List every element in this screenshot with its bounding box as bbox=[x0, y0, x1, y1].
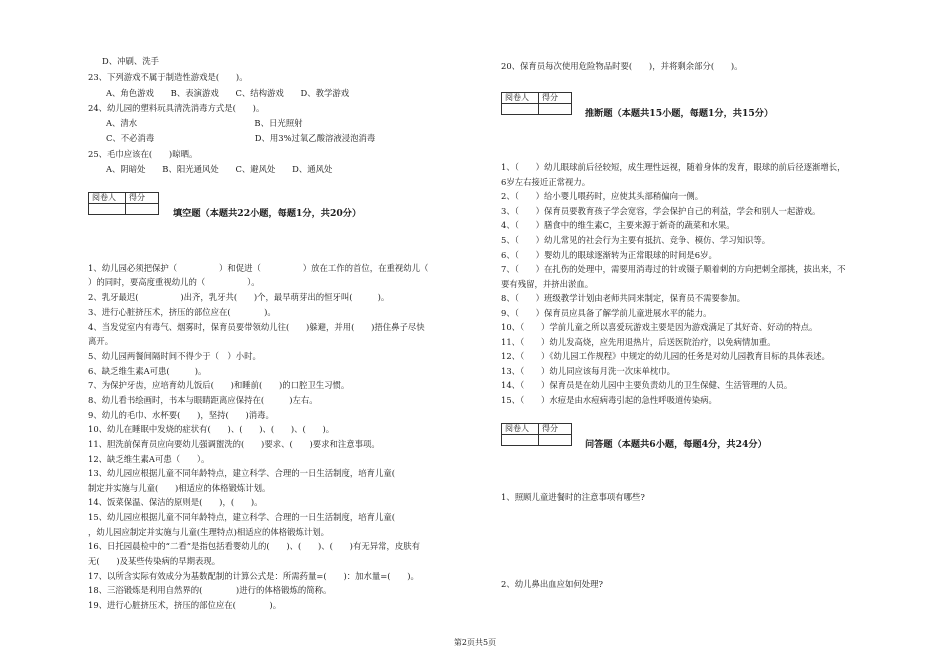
fill-line-23: 18、三浴锻炼是利用自然界的( )进行的体格锻炼的简称。 bbox=[88, 585, 332, 595]
judge-line-11: 9、（ ）保育员应具备了解学前儿童进展水平的能力。 bbox=[501, 308, 712, 318]
fill-line-1: 1、幼儿园必须把保护（ ）和促进（ ）放在工作的首位，在重视幼儿（ bbox=[88, 263, 429, 273]
judge-line-6: 5、（ ）幼儿常见的社会行为主要有抵抗、竞争、模仿、学习知识等。 bbox=[501, 235, 771, 245]
q24-stem: 24、幼儿园的塑料玩具清洗消毒方式是( )。 bbox=[88, 103, 265, 113]
section-title-fill: 填空题（本题共22小题，每题1分，共20分） bbox=[173, 208, 362, 219]
judge-line-4: 3、（ ）保育员要教育孩子学会宽容，学会保护自己的利益，学会和别人一起游戏。 bbox=[501, 206, 821, 216]
fill-line-15: 13、幼儿园应根据儿童不同年龄特点，建立科学、合理的一日生活制度，培育儿童( bbox=[88, 468, 396, 478]
fill-line-19: ，幼儿园应制定并实施与儿童(生理特点)相适应的体格锻炼计划。 bbox=[88, 527, 330, 537]
judge-line-5: 4、（ ）膳食中的维生素C，主要来源于新奇的蔬菜和水果。 bbox=[501, 220, 735, 230]
fill-line-12: 10、幼儿在睡眠中发烧的症状有( )、( )、( )、( )。 bbox=[88, 424, 335, 434]
fill-line-13: 11、胆洗前保育员应向要幼儿强调盥洗的( )要求、( )要求和注意事项。 bbox=[88, 439, 380, 449]
judge-line-3: 2、（ ）给小婴儿喂药时，应使其头部稍偏向一侧。 bbox=[501, 191, 704, 201]
score-label: 得分 bbox=[539, 424, 572, 435]
score-label: 得分 bbox=[126, 193, 159, 204]
fill-line-24: 19、进行心脏挤压术，挤压的部位应在( )。 bbox=[88, 600, 282, 610]
reviewer-label: 阅卷人 bbox=[502, 93, 539, 104]
score-box-essay bbox=[501, 423, 572, 446]
fill-line-2: ）的同时，要高度重视幼儿的（ ）。 bbox=[88, 277, 260, 287]
score-cell bbox=[126, 204, 159, 215]
judge-line-17: 15、（ ）水痘是由水痘病毒引起的急性呼吸道传染病。 bbox=[501, 395, 717, 405]
score-box-judge bbox=[501, 92, 572, 115]
q24-options-cd: C、不必消毒 D、用3%过氧乙酸溶液浸泡消毒 bbox=[106, 133, 376, 143]
judge-line-10: 8、（ ）班级教学计划由老师共同来制定，保育员不需要参加。 bbox=[501, 293, 746, 303]
fill-line-6: 离开。 bbox=[88, 336, 114, 346]
fill-line-17: 14、饭菜保温、保洁的原则是( )，( )。 bbox=[88, 497, 263, 507]
fill-line-20: 16、日托园晨检中的“二看”是指包括看婴幼儿的( )、( )、( )有无异常，皮肤有 bbox=[88, 541, 420, 551]
fill-line-11: 9、幼儿的毛巾、水杯要( )，坚持( )消毒。 bbox=[88, 410, 274, 420]
judge-line-15: 13、（ ）幼儿同应该每月洗一次床单枕巾。 bbox=[501, 366, 675, 376]
q25-stem: 25、毛巾应该在( )晾晒。 bbox=[88, 149, 198, 159]
fill-line-10: 8、幼儿看书绘画时，书本与眼睛距离应保持在( )左右。 bbox=[88, 395, 318, 405]
q20-stem: 20、保育员每次使用危险物品时要( )，并将剩余部分( )。 bbox=[501, 61, 743, 71]
q22-option-d: D、冲刷、洗手 bbox=[102, 56, 159, 66]
judge-line-7: 6、（ ）婴幼儿的眼球逐渐转为正常眼球的时间是6岁。 bbox=[501, 250, 717, 260]
q25-options: A、阴暗处 B、阳光通风处 C、避风处 D、通风处 bbox=[106, 164, 333, 174]
q23-stem: 23、下列游戏不属于制造性游戏是( )。 bbox=[88, 72, 248, 82]
page-number: 第2页共5页 bbox=[453, 638, 497, 647]
score-label: 得分 bbox=[539, 93, 572, 104]
judge-line-14: 12、（ ）《幼儿园工作规程》中规定的幼儿园的任务是对幼儿园教育目标的具体表述。 bbox=[501, 351, 830, 361]
judge-line-8: 7、（ ）在扎伤的处理中，需要用消毒过的针或镊子顺着刺的方向把刺全部挑，拔出来，不 bbox=[501, 264, 846, 274]
judge-line-13: 11、（ ）幼儿发高烧，应先用退热片，后送医院治疗，以免病情加重。 bbox=[501, 337, 776, 347]
section-title-judge: 推断题（本题共15小题，每题1分，共15分） bbox=[585, 108, 774, 119]
reviewer-cell bbox=[502, 104, 539, 115]
judge-line-2: 6岁左右接近正常视力。 bbox=[501, 177, 591, 187]
reviewer-cell bbox=[89, 204, 126, 215]
fill-line-7: 5、幼儿园两餐间隔时间不得少于（ ）小时。 bbox=[88, 351, 261, 361]
section-title-essay: 问答题（本题共6小题，每题4分，共24分） bbox=[585, 439, 767, 450]
fill-line-16: 制定并实施与儿童( )相适应的体格锻炼计划。 bbox=[88, 483, 271, 493]
fill-line-8: 6、缺乏维生素A可患( )。 bbox=[88, 366, 207, 376]
fill-line-18: 15、幼儿园应根据儿童不同年龄特点，建立科学、合理的一日生活制度，培育儿童( bbox=[88, 512, 396, 522]
fill-line-4: 3、进行心脏挤压术，挤压的部位应在( )。 bbox=[88, 307, 276, 317]
fill-line-5: 4、当发觉室内有毒气、烟雾时，保育员要带领幼儿往( )躲避，并用( )捂住鼻子尽快 bbox=[88, 322, 425, 332]
fill-line-14: 12、缺乏维生素A可患（ ）。 bbox=[88, 454, 210, 464]
reviewer-label: 阅卷人 bbox=[502, 424, 539, 435]
fill-line-21: 无( )及某些传染病的早期表现。 bbox=[88, 556, 221, 566]
fill-line-9: 7、为保护牙齿，应培育幼儿饭后( )和睡前( )的口腔卫生习惯。 bbox=[88, 380, 350, 390]
essay-question-2: 2、幼儿鼻出血应如何处理? bbox=[501, 579, 603, 589]
judge-line-1: 1、（ ）幼儿眼球前后径较短，成生理性远视，随着身体的发育，眼球的前后径逐渐增长， bbox=[501, 162, 846, 172]
reviewer-cell bbox=[502, 435, 539, 446]
essay-question-1: 1、照顾儿童进餐时的注意事项有哪些? bbox=[501, 492, 645, 502]
score-cell bbox=[539, 435, 572, 446]
reviewer-label: 阅卷人 bbox=[89, 193, 126, 204]
q24-options-ab: A、清水 B、日光照射 bbox=[106, 118, 303, 128]
q23-options: A、角色游戏 B、表演游戏 C、结构游戏 D、教学游戏 bbox=[106, 88, 350, 98]
score-cell bbox=[539, 104, 572, 115]
fill-line-22: 17、以所含实际有效成分为基数配制的计算公式是：所需药量=( )：加水量=( )。 bbox=[88, 571, 419, 581]
judge-line-12: 10、（ ）学前儿童之所以喜爱玩游戏主要是因为游戏满足了其好奇、好动的特点。 bbox=[501, 322, 818, 332]
fill-line-3: 2、乳牙最迟( )出齐，乳牙共( )个，最早萌芽出的恒牙叫( )。 bbox=[88, 292, 390, 302]
score-box-fill bbox=[88, 192, 159, 215]
judge-line-9: 要有残留，并挤出淤血。 bbox=[501, 279, 594, 289]
judge-line-16: 14、（ ）保育员是在幼儿园中主要负责幼儿的卫生保健、生活管理的人员。 bbox=[501, 380, 793, 390]
